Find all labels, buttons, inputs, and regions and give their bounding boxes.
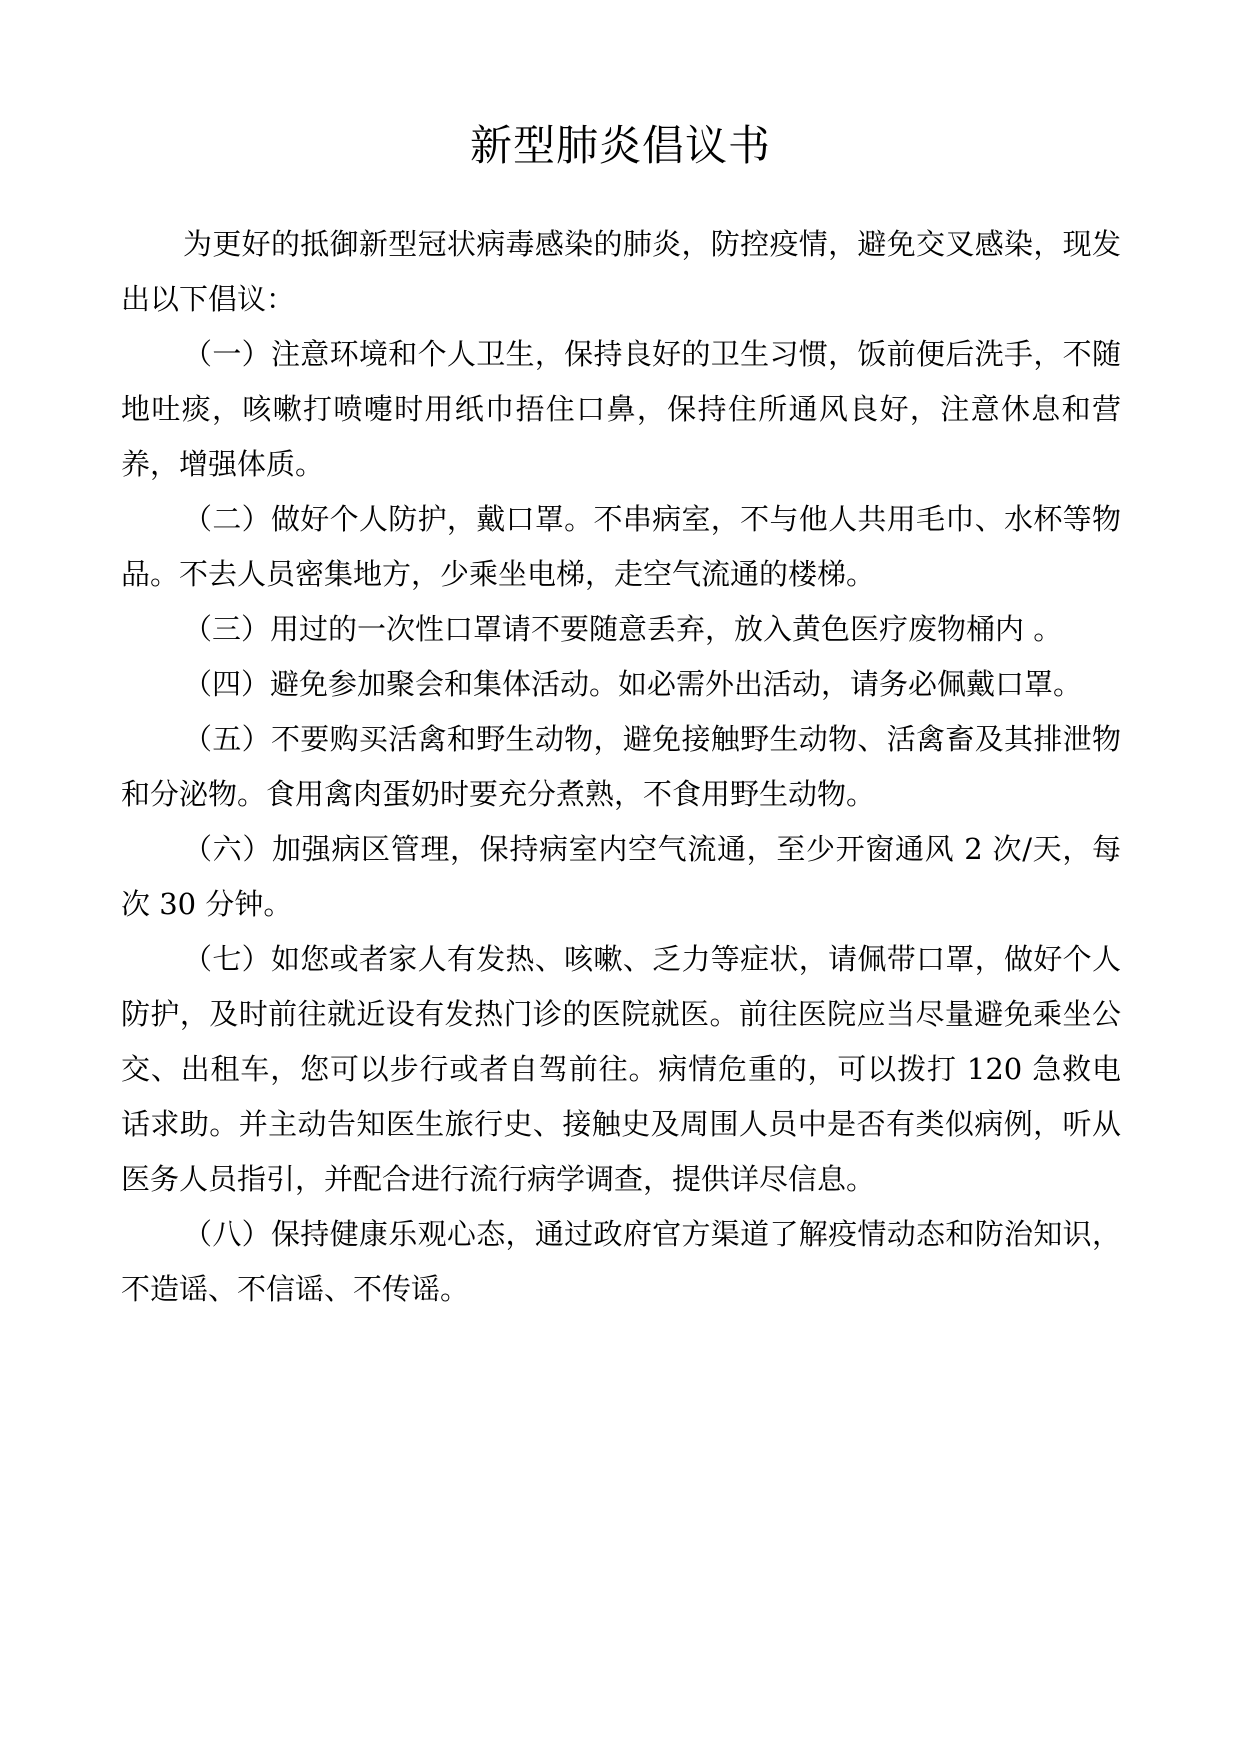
item-6-paragraph: （六）加强病区管理，保持病室内空气流通，至少开窗通风 2 次/天，每次 30 分钟。 [121,832,1121,921]
document-body [121,217,1121,1317]
item-5-paragraph: （五）不要购买活禽和野生动物，避免接触野生动物、活禽畜及其排泄物和分泌物。食用禽肉蛋奶时要充分煮熟，不食用野生动物。 [121,722,1121,811]
item-8-paragraph: （八）保持健康乐观心态，通过政府官方渠道了解疫情动态和防治知识，不造谣、不信谣、不传谣。 [121,1217,1121,1306]
item-4-paragraph: （四）避免参加聚会和集体活动。如必需外出活动，请务必佩戴口罩。 [183,667,1083,701]
item-3-paragraph: （三）用过的一次性口罩请不要随意丢弃，放入黄色医疗废物桶内 。 [183,612,1063,646]
document-title: 新型肺炎倡议书 [469,121,771,170]
item-7-paragraph: （七）如您或者家人有发热、咳嗽、乏力等症状，请佩带口罩，做好个人防护，及时前往就近设有发热门诊的医院就医。前往医院应当尽量避免乘坐公交、出租车，您可以步行或者自驾前往。病情危重的，可以拨打 120 急救电话求助。并主动告知医生旅行史、接触史及周围人员中是否有类似病例，听从医务人员指引，并配合进行流行病学调查，提供详尽信息。 [121,942,1121,1196]
intro-paragraph: 为更好的抵御新型冠状病毒感染的肺炎，防控疫情，避免交叉感染，现发出以下倡议： [121,227,1121,316]
item-1-paragraph: （一）注意环境和个人卫生，保持良好的卫生习惯，饭前便后洗手，不随地吐痰，咳嗽打喷嚏时用纸巾捂住口鼻，保持住所通风良好，注意休息和营养，增强体质。 [121,337,1121,481]
item-2-paragraph: （二）做好个人防护，戴口罩。不串病室，不与他人共用毛巾、水杯等物品。不去人员密集地方，少乘坐电梯，走空气流通的楼梯。 [121,502,1121,591]
